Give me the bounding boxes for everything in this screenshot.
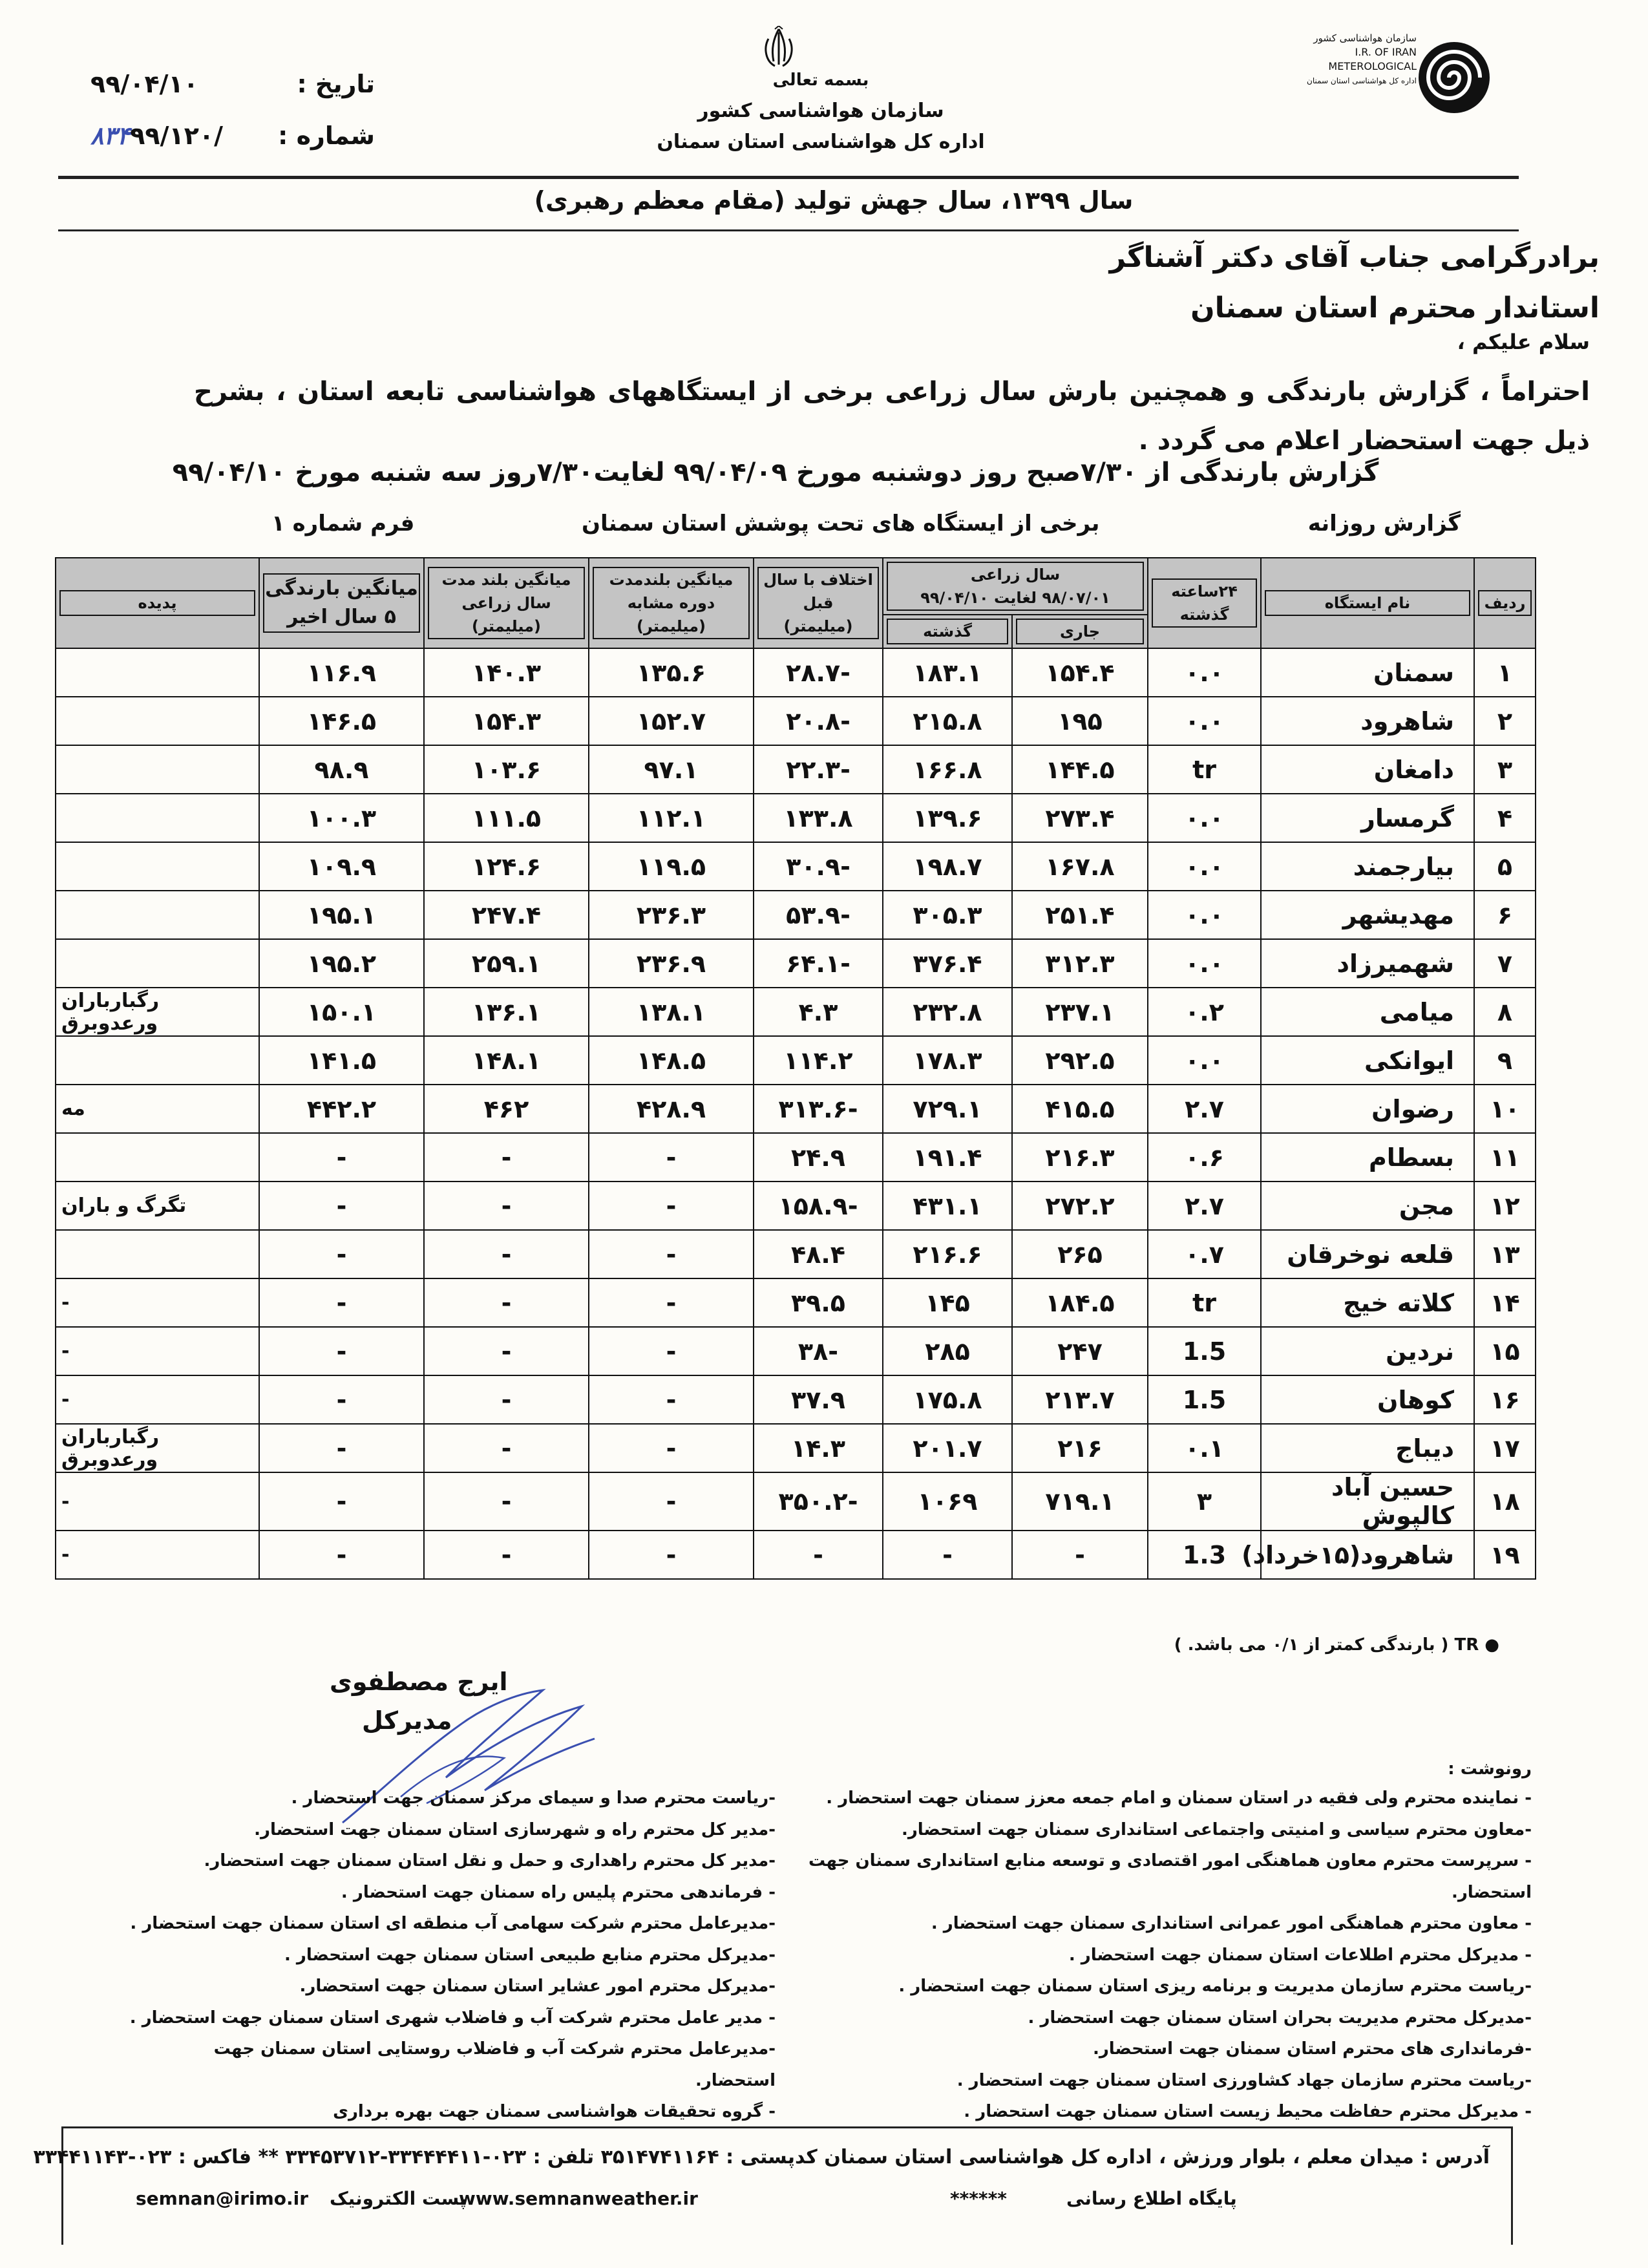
- header-divider: [58, 176, 1519, 179]
- cell-phenomenon: [56, 1036, 259, 1085]
- copy-item: - مدیرکل محترم اطلاعات استان سمنان جهت استحضار .: [1068, 1945, 1532, 1965]
- cell-phenomenon: رگبارباران ورعدوبرق: [56, 988, 259, 1036]
- cell-lt-similar: -: [589, 1133, 754, 1182]
- table-row: [56, 988, 1536, 1036]
- cell-row-number: ۱۵: [1474, 1327, 1536, 1375]
- cell-phenomenon: [56, 1133, 259, 1182]
- col-header-past: گذشته: [883, 615, 1012, 648]
- cell-24h: ۰.۱: [1148, 1424, 1261, 1472]
- cell-past-year: -: [883, 1531, 1012, 1579]
- cell-row-number: ۴: [1474, 794, 1536, 842]
- cell-lt-similar: ۲۳۶.۳: [589, 891, 754, 939]
- copy-item: -فرمانداری های محترم استان سمنان جهت استحضار.: [1092, 2039, 1532, 2059]
- cell-station: دیباج: [1261, 1424, 1474, 1472]
- copy-item: - مدیر عامل محترم شرکت آب و فاضلاب شهری استان سمنان جهت استحضار .: [129, 2008, 776, 2028]
- cell-diff: -۳۵۰.۲: [754, 1472, 883, 1531]
- cell-avg5: ۱۴۶.۵: [259, 697, 424, 745]
- form-number-label: فرم شماره ۱: [271, 511, 415, 536]
- cell-diff: ۱۴.۳: [754, 1424, 883, 1472]
- cell-lt-year: -: [424, 1133, 589, 1182]
- cell-avg5: ۱۹۵.۲: [259, 939, 424, 988]
- trace-note-text: TR ( بارندگی کمتر از ۰/۱ می باشد. ): [1174, 1635, 1479, 1655]
- cell-past-year: ۱۰۶۹: [883, 1472, 1012, 1531]
- cell-avg5: -: [259, 1327, 424, 1375]
- cell-row-number: ۶: [1474, 891, 1536, 939]
- cell-lt-year: -: [424, 1424, 589, 1472]
- cell-lt-similar: -: [589, 1278, 754, 1327]
- cell-current-year: ۱۸۴.۵: [1012, 1278, 1148, 1327]
- cell-past-year: ۲۱۵.۸: [883, 697, 1012, 745]
- cell-station: حسین آباد کالپوش: [1261, 1472, 1474, 1531]
- cell-row-number: ۱: [1474, 648, 1536, 697]
- copy-item: -ریاست محترم سازمان جهاد کشاورزی استان سمنان جهت استحضار .: [956, 2070, 1532, 2090]
- footer-address: آدرس : میدان معلم ، بلوار ورزش ، اداره کل هواشناسی استان سمنان کدپستی : ۳۵۱۴۷۴۱۱۶۴ تلفن : ۰۲۳-۳۳۴۴۴۴۱۱-۳۳۴۵۳۷۱۲ ** فاکس : ۰۲۳-۳۳۴۴۱۱۴۳: [33, 2146, 1490, 2168]
- table-row: [56, 1133, 1536, 1182]
- cell-diff: -۱۵۸.۹: [754, 1182, 883, 1230]
- logo-text-en-1: I.R. OF IRAN: [1355, 46, 1417, 58]
- cell-phenomenon: -: [56, 1472, 259, 1531]
- cell-lt-similar: -: [589, 1531, 754, 1579]
- cell-current-year: ۱۵۴.۴: [1012, 648, 1148, 697]
- cell-avg5: -: [259, 1133, 424, 1182]
- table-row: [56, 1230, 1536, 1278]
- letter-body: احتراماً ، گزارش بارندگی و همچنین بارش سال زراعی برخی از ایستگاههای هواشناسی تابعه استان ، بشرح ذیل جهت استحضار اعلام می گردد .: [194, 377, 1590, 456]
- cell-diff: ۴۸.۴: [754, 1230, 883, 1278]
- cell-current-year: ۲۷۲.۲: [1012, 1182, 1148, 1230]
- cell-diff: -۳۱۳.۶: [754, 1085, 883, 1133]
- cell-lt-year: ۱۴۸.۱: [424, 1036, 589, 1085]
- cell-avg5: -: [259, 1230, 424, 1278]
- col-header-24h: ۲۴ساعته گذشته: [1148, 558, 1261, 648]
- cell-row-number: ۵: [1474, 842, 1536, 891]
- footer-contacts: [136, 2188, 1454, 2214]
- cell-phenomenon: [56, 939, 259, 988]
- col-header-lt-year: میانگین بلند مدت سال زراعی (میلیمتر): [424, 558, 589, 648]
- logo-text-fa-2: اداره کل هواشناسی استان سمنان: [1307, 76, 1417, 85]
- report-subtitle: برخی از ایستگاه های تحت پوشش استان سمنان: [582, 511, 1100, 536]
- cell-current-year: -: [1012, 1531, 1148, 1579]
- cell-lt-similar: -: [589, 1472, 754, 1531]
- cell-station: رضوان: [1261, 1085, 1474, 1133]
- cell-24h: ۲.۷: [1148, 1182, 1261, 1230]
- cell-diff: -۲۸.۷: [754, 648, 883, 697]
- cell-past-year: ۱۸۳.۱: [883, 648, 1012, 697]
- org-line-2: اداره کل هواشناسی استان سمنان: [657, 131, 985, 153]
- number-handwritten: ۸۳۴: [90, 122, 131, 150]
- number-value: [90, 110, 223, 162]
- cell-avg5: ۱۴۱.۵: [259, 1036, 424, 1085]
- cell-station: سمنان: [1261, 648, 1474, 697]
- salutation-line-2: استاندار محترم استان سمنان: [1190, 291, 1600, 324]
- table-row: [56, 891, 1536, 939]
- cell-24h: tr: [1148, 1278, 1261, 1327]
- greeting: سلام علیکم ،: [1457, 330, 1590, 354]
- table-row: [56, 1085, 1536, 1133]
- cell-station: کوهان: [1261, 1375, 1474, 1424]
- table-row: [56, 1182, 1536, 1230]
- footer-stars: ******: [950, 2188, 1007, 2209]
- cell-station: ایوانکی: [1261, 1036, 1474, 1085]
- cell-past-year: ۳۷۶.۴: [883, 939, 1012, 988]
- cell-lt-year: -: [424, 1182, 589, 1230]
- report-subtitle-row: [58, 511, 1493, 543]
- footer-email[interactable]: semnan@irimo.ir: [136, 2188, 309, 2209]
- copy-item: -مدیرعامل محترم شرکت آب و فاضلاب روستایی استان سمنان جهت استحضار.: [213, 2039, 776, 2090]
- cell-avg5: ۱۹۵.۱: [259, 891, 424, 939]
- col-header-station: نام ایستگاه: [1261, 558, 1474, 648]
- cell-lt-similar: ۱۴۸.۵: [589, 1036, 754, 1085]
- cell-lt-similar: ۱۵۲.۷: [589, 697, 754, 745]
- number-printed: ۹۹/۱۲۰/: [130, 122, 223, 150]
- cell-lt-year: -: [424, 1327, 589, 1375]
- cell-past-year: ۱۶۶.۸: [883, 745, 1012, 794]
- cell-station: گرمسار: [1261, 794, 1474, 842]
- cell-row-number: ۱۴: [1474, 1278, 1536, 1327]
- cell-current-year: ۲۹۲.۵: [1012, 1036, 1148, 1085]
- cell-diff: -۵۳.۹: [754, 891, 883, 939]
- rainfall-table: [55, 557, 1526, 1580]
- cell-avg5: -: [259, 1424, 424, 1472]
- cell-lt-similar: ۱۱۲.۱: [589, 794, 754, 842]
- cell-lt-year: ۱۳۶.۱: [424, 988, 589, 1036]
- copy-item: -مدیر کل محترم راهداری و حمل و نقل استان سمنان جهت استحضار.: [204, 1851, 776, 1871]
- cell-lt-similar: -: [589, 1375, 754, 1424]
- cell-avg5: ۱۱۶.۹: [259, 648, 424, 697]
- daily-report-label: گزارش روزانه: [1307, 511, 1461, 536]
- report-title: گزارش بارندگی از ۷/۳۰صبح روز دوشنبه مورخ ۹۹/۰۴/۰۹ لغایت۷/۳۰روز سه شنبه مورخ ۹۹/۰۴/۱۰: [172, 458, 1379, 487]
- cell-24h: ۰.۰: [1148, 1036, 1261, 1085]
- cell-diff: -: [754, 1531, 883, 1579]
- cell-24h: ۳: [1148, 1472, 1261, 1531]
- cell-row-number: ۲: [1474, 697, 1536, 745]
- cell-current-year: ۲۵۱.۴: [1012, 891, 1148, 939]
- table-row: [56, 842, 1536, 891]
- cell-current-year: ۲۷۳.۴: [1012, 794, 1148, 842]
- cell-diff: ۲۴.۹: [754, 1133, 883, 1182]
- cell-past-year: ۲۸۵: [883, 1327, 1012, 1375]
- table-body: [56, 648, 1536, 1579]
- copy-item: -ریاست محترم صدا و سیمای مرکز سمنان جهت استحضار .: [291, 1788, 776, 1808]
- cell-24h: ۰.۲: [1148, 988, 1261, 1036]
- cell-current-year: ۱۹۵: [1012, 697, 1148, 745]
- cell-diff: -۳۸: [754, 1327, 883, 1375]
- cell-station: کلاته خیج: [1261, 1278, 1474, 1327]
- cell-station: مهدیشهر: [1261, 891, 1474, 939]
- cell-phenomenon: -: [56, 1278, 259, 1327]
- cell-24h: ۰.۰: [1148, 794, 1261, 842]
- cell-station: بیارجمند: [1261, 842, 1474, 891]
- cell-lt-year: ۱۰۳.۶: [424, 745, 589, 794]
- cell-past-year: ۱۹۸.۷: [883, 842, 1012, 891]
- logo-text-en-2: METEROLOGICAL: [1328, 60, 1417, 72]
- cell-lt-similar: ۱۳۸.۱: [589, 988, 754, 1036]
- col-header-lt-similar: میانگین بلندمدت دوره مشابه (میلیمتر): [589, 558, 754, 648]
- copy-item: - نماینده محترم ولی فقیه در استان سمنان و امام جمعه معزز سمنان جهت استحضار .: [826, 1788, 1532, 1808]
- cell-row-number: ۸: [1474, 988, 1536, 1036]
- cell-avg5: -: [259, 1278, 424, 1327]
- cell-row-number: ۱۳: [1474, 1230, 1536, 1278]
- cell-24h: ۰.۰: [1148, 648, 1261, 697]
- cell-lt-year: -: [424, 1472, 589, 1531]
- cell-current-year: ۳۱۲.۳: [1012, 939, 1148, 988]
- copies-label: رونوشت :: [1448, 1759, 1532, 1779]
- cell-24h: ۰.۰: [1148, 697, 1261, 745]
- cell-current-year: ۲۱۳.۷: [1012, 1375, 1148, 1424]
- copy-item: - گروه تحقیقات هواشناسی سمنان جهت بهره برداری: [333, 2102, 776, 2121]
- cell-station: میامی: [1261, 988, 1474, 1036]
- cell-current-year: ۲۳۷.۱: [1012, 988, 1148, 1036]
- cell-row-number: ۹: [1474, 1036, 1536, 1085]
- cell-avg5: ۱۰۹.۹: [259, 842, 424, 891]
- cell-lt-similar: ۱۳۵.۶: [589, 648, 754, 697]
- footer-email-label: پست الکترونیک: [330, 2188, 467, 2209]
- cell-lt-similar: -: [589, 1182, 754, 1230]
- cell-lt-similar: ۲۳۶.۹: [589, 939, 754, 988]
- cell-phenomenon: [56, 697, 259, 745]
- cell-current-year: ۲۶۵: [1012, 1230, 1148, 1278]
- cell-phenomenon: [56, 1230, 259, 1278]
- cell-lt-similar: -: [589, 1424, 754, 1472]
- cell-past-year: ۴۳۱.۱: [883, 1182, 1012, 1230]
- copy-item: -مدیرعامل محترم شرکت سهامی آب منطقه ای استان سمنان جهت استحضار .: [130, 1914, 776, 1933]
- cell-row-number: ۱۰: [1474, 1085, 1536, 1133]
- cell-row-number: ۱۶: [1474, 1375, 1536, 1424]
- cell-station: شاهرود(۱۵خرداد): [1261, 1531, 1474, 1579]
- org-line-1: سازمان هواشناسی کشور: [697, 100, 944, 122]
- cell-diff: ۳۹.۵: [754, 1278, 883, 1327]
- cell-24h: ۲.۷: [1148, 1085, 1261, 1133]
- cell-lt-year: ۱۵۴.۳: [424, 697, 589, 745]
- cell-diff: ۴.۳: [754, 988, 883, 1036]
- cell-24h: 1.5: [1148, 1327, 1261, 1375]
- cell-phenomenon: -: [56, 1375, 259, 1424]
- cell-row-number: ۷: [1474, 939, 1536, 988]
- cell-station: مجن: [1261, 1182, 1474, 1230]
- copy-item: -مدیر کل محترم راه و شهرسازی استان سمنان جهت استحضار.: [254, 1819, 776, 1839]
- slogan-divider: [58, 229, 1519, 231]
- cell-lt-year: -: [424, 1531, 589, 1579]
- cell-past-year: ۱۹۱.۴: [883, 1133, 1012, 1182]
- cell-lt-similar: ۹۷.۱: [589, 745, 754, 794]
- cell-diff: ۳۷.۹: [754, 1375, 883, 1424]
- cell-avg5: ۱۰۰.۳: [259, 794, 424, 842]
- cell-past-year: ۲۳۲.۸: [883, 988, 1012, 1036]
- cell-diff: -۲۲.۳: [754, 745, 883, 794]
- cell-current-year: ۱۶۷.۸: [1012, 842, 1148, 891]
- table-row: [56, 1424, 1536, 1472]
- cell-lt-year: ۲۵۹.۱: [424, 939, 589, 988]
- copy-item: - سرپرست محترم معاون هماهنگی امور اقتصادی و توسعه منابع استانداری سمنان جهت استحضار.: [808, 1851, 1532, 1902]
- copy-item: -ریاست محترم سازمان مدیریت و برنامه ریزی استان سمنان جهت استحضار .: [898, 1977, 1532, 1996]
- cell-lt-year: ۱۴۰.۳: [424, 648, 589, 697]
- year-slogan: سال ۱۳۹۹، سال جهش تولید (مقام معظم رهبری): [534, 186, 1134, 215]
- footer-website[interactable]: www.semnanweather.ir: [459, 2188, 698, 2209]
- date-label: تاریخ :: [297, 70, 375, 98]
- footer-box: [61, 2126, 1513, 2245]
- trace-note: ● TR ( بارندگی کمتر از ۰/۱ می باشد. ): [1174, 1635, 1499, 1655]
- copy-item: - مدیرکل محترم حفاظت محیط زیست استان سمنان جهت استحضار .: [964, 2102, 1532, 2121]
- cell-current-year: ۲۱۶.۳: [1012, 1133, 1148, 1182]
- cell-phenomenon: [56, 794, 259, 842]
- cell-lt-year: ۱۱۱.۵: [424, 794, 589, 842]
- cell-station: نردین: [1261, 1327, 1474, 1375]
- cell-past-year: ۲۱۶.۶: [883, 1230, 1012, 1278]
- cell-diff: ۱۳۳.۸: [754, 794, 883, 842]
- cell-24h: 1.5: [1148, 1375, 1261, 1424]
- cell-current-year: ۲۴۷: [1012, 1327, 1148, 1375]
- cell-station: دامغان: [1261, 745, 1474, 794]
- copy-item: -مدیرکل محترم امور عشایر استان سمنان جهت استحضار.: [299, 1977, 776, 1996]
- col-header-agri-year: سال زراعی ۹۸/۰۷/۰۱ لغایت ۹۹/۰۴/۱۰: [883, 558, 1148, 615]
- table-row: [56, 1472, 1536, 1531]
- cell-24h: ۰.۰: [1148, 891, 1261, 939]
- salutation-line-1: برادرگرامی جناب آقای دکتر آشناگر: [1109, 241, 1600, 274]
- cell-row-number: ۱۷: [1474, 1424, 1536, 1472]
- cell-avg5: -: [259, 1531, 424, 1579]
- cell-avg5: ۱۵۰.۱: [259, 988, 424, 1036]
- cell-24h: ۰.۰: [1148, 842, 1261, 891]
- cell-avg5: ۴۴۲.۲: [259, 1085, 424, 1133]
- cell-diff: ۱۱۴.۲: [754, 1036, 883, 1085]
- header-org: [549, 65, 1092, 158]
- date-value: ۹۹/۰۴/۱۰: [90, 70, 198, 98]
- copies-right-column: [801, 1783, 1532, 2128]
- salutation: [113, 233, 1600, 334]
- table-row: [56, 648, 1536, 697]
- table-row: [56, 794, 1536, 842]
- cell-phenomenon: -: [56, 1327, 259, 1375]
- signatory-name: ایرج مصطفوی: [330, 1668, 508, 1696]
- table-row: [56, 1531, 1536, 1579]
- cell-row-number: ۱۸: [1474, 1472, 1536, 1531]
- date-number-block: [90, 58, 375, 162]
- cell-past-year: ۲۰۱.۷: [883, 1424, 1012, 1472]
- cell-diff: -۶۴.۱: [754, 939, 883, 988]
- table-row: [56, 1278, 1536, 1327]
- cell-lt-similar: ۱۱۹.۵: [589, 842, 754, 891]
- cell-lt-year: -: [424, 1230, 589, 1278]
- cell-lt-year: -: [424, 1278, 589, 1327]
- bismillah: بسمه تعالی: [772, 70, 869, 90]
- cell-row-number: ۳: [1474, 745, 1536, 794]
- cell-past-year: ۷۲۹.۱: [883, 1085, 1012, 1133]
- cell-phenomenon: -: [56, 1531, 259, 1579]
- cell-avg5: -: [259, 1375, 424, 1424]
- cell-avg5: ۹۸.۹: [259, 745, 424, 794]
- cell-current-year: ۴۱۵.۵: [1012, 1085, 1148, 1133]
- col-header-phenomenon: پدیده: [56, 558, 259, 648]
- cell-station: قلعه نوخرقان: [1261, 1230, 1474, 1278]
- number-label: شماره :: [278, 122, 375, 150]
- cell-diff: -۳۰.۹: [754, 842, 883, 891]
- cell-current-year: ۱۴۴.۵: [1012, 745, 1148, 794]
- cell-past-year: ۳۰۵.۳: [883, 891, 1012, 939]
- cell-past-year: ۱۳۹.۶: [883, 794, 1012, 842]
- cell-past-year: ۱۷۵.۸: [883, 1375, 1012, 1424]
- cell-lt-year: ۱۲۴.۶: [424, 842, 589, 891]
- cell-phenomenon: [56, 745, 259, 794]
- cell-avg5: -: [259, 1472, 424, 1531]
- cell-current-year: ۷۱۹.۱: [1012, 1472, 1148, 1531]
- cell-station: شاهرود: [1261, 697, 1474, 745]
- table-row: [56, 697, 1536, 745]
- cell-phenomenon: [56, 648, 259, 697]
- col-header-diff: اختلاف با سال قبل (میلیمتر): [754, 558, 883, 648]
- cell-current-year: ۲۱۶: [1012, 1424, 1148, 1472]
- col-header-avg5: میانگین بارندگی ۵ سال اخیر: [259, 558, 424, 648]
- cell-lt-similar: -: [589, 1327, 754, 1375]
- table-row: [56, 939, 1536, 988]
- cell-lt-year: ۴۶۲: [424, 1085, 589, 1133]
- cell-past-year: ۱۷۸.۳: [883, 1036, 1012, 1085]
- cell-24h: ۰.۰: [1148, 939, 1261, 988]
- cell-24h: 1.3: [1148, 1531, 1261, 1579]
- copy-item: - فرماندهی محترم پلیس راه سمنان جهت استحضار .: [341, 1882, 776, 1902]
- cell-phenomenon: رگبارباران ورعدوبرق: [56, 1424, 259, 1472]
- cell-24h: tr: [1148, 745, 1261, 794]
- cell-24h: ۰.۶: [1148, 1133, 1261, 1182]
- cell-phenomenon: [56, 891, 259, 939]
- copies-left-column: [129, 1783, 776, 2128]
- logo-text-fa: سازمان هواشناسی کشور: [1313, 32, 1417, 44]
- table-row: [56, 1327, 1536, 1375]
- cell-lt-year: ۲۴۷.۴: [424, 891, 589, 939]
- cell-phenomenon: تگرگ و باران: [56, 1182, 259, 1230]
- cell-24h: ۰.۷: [1148, 1230, 1261, 1278]
- cell-phenomenon: [56, 842, 259, 891]
- copy-item: - معاون محترم هماهنگی امور عمرانی استانداری سمنان جهت استحضار .: [931, 1914, 1532, 1933]
- col-header-current: جاری: [1012, 615, 1148, 648]
- cell-lt-year: -: [424, 1375, 589, 1424]
- cell-lt-similar: ۴۲۸.۹: [589, 1085, 754, 1133]
- cell-row-number: ۱۹: [1474, 1531, 1536, 1579]
- cell-row-number: ۱۲: [1474, 1182, 1536, 1230]
- footer-info-label: پایگاه اطلاع رسانی: [1066, 2188, 1237, 2209]
- cell-past-year: ۱۴۵: [883, 1278, 1012, 1327]
- cell-phenomenon: مه: [56, 1085, 259, 1133]
- cell-row-number: ۱۱: [1474, 1133, 1536, 1182]
- meteorological-logo: [1286, 26, 1493, 136]
- table-row: [56, 1036, 1536, 1085]
- table-row: [56, 1375, 1536, 1424]
- spiral-icon: [1415, 32, 1493, 123]
- cell-station: بسطام: [1261, 1133, 1474, 1182]
- signatory-title: مدیرکل: [362, 1706, 452, 1735]
- cell-station: شهمیرزاد: [1261, 939, 1474, 988]
- cell-avg5: -: [259, 1182, 424, 1230]
- col-header-row: ردیف: [1474, 558, 1536, 648]
- copy-item: -معاون محترم سیاسی و امنیتی واجتماعی استانداری سمنان جهت استحضار.: [901, 1819, 1532, 1839]
- copy-item: -مدیرکل محترم منابع طبیعی استان سمنان جهت استحضار .: [284, 1945, 776, 1965]
- cell-diff: -۲۰.۸: [754, 697, 883, 745]
- cell-lt-similar: -: [589, 1230, 754, 1278]
- table-row: [56, 745, 1536, 794]
- copy-item: -مدیرکل محترم مدیریت بحران استان سمنان جهت استحضار .: [1028, 2008, 1532, 2028]
